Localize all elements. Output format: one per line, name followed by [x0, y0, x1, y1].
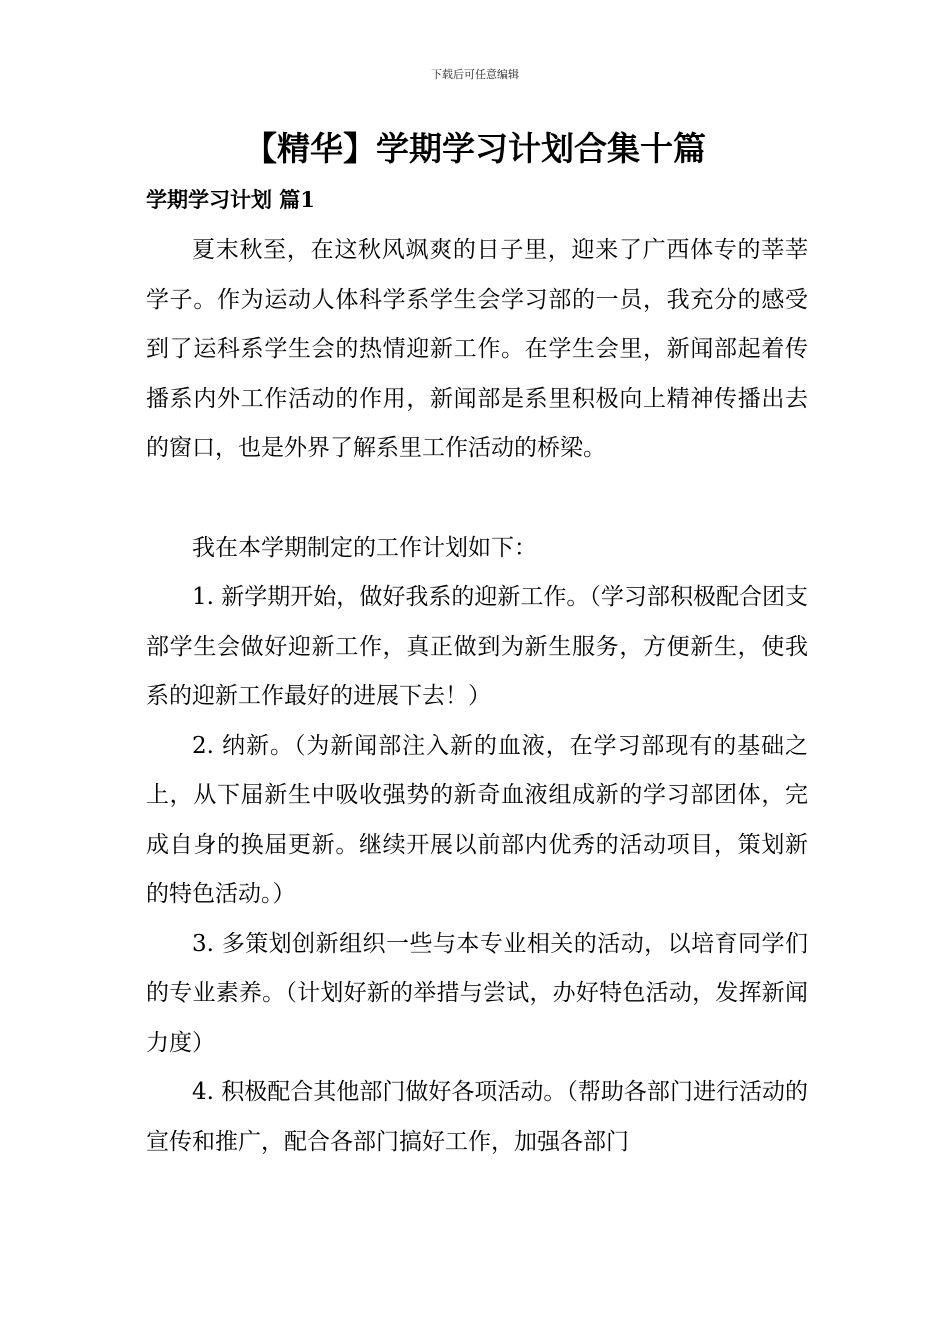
section-heading: 学期学习计划 篇1 [146, 187, 315, 212]
header-note: 下载后可任意编辑 [431, 68, 519, 81]
paragraph-gap [146, 474, 808, 524]
document-title: 【精华】学期学习计划合集十篇 [244, 129, 706, 168]
plan-item: 2. 纳新。（为新闻部注入新的血液，在学习部现有的基础之上，从下届新生中吸收强势的新奇血液组成新的学习部团体，完成自身的换届更新。继续开展以前部内优秀的活动项目，策划新的特色活动。） [146, 732, 808, 907]
plan-item: 4. 积极配合其他部门做好各项活动。（帮助各部门进行活动的宣传和推广，配合各部门搞好工作，加强各部门 [146, 1079, 808, 1155]
plan-item: 1. 新学期开始，做好我系的迎新工作。（学习部积极配合团支部学生会做好迎新工作，真正做到为新生服务，方便新生，使我系的迎新工作最好的进展下去！） [146, 584, 808, 709]
intro-paragraph: 夏末秋至，在这秋风飒爽的日子里，迎来了广西体专的莘莘学子。作为运动人体科学系学生会学习部的一员，我充分的感受到了运科系学生会的热情迎新工作。在学生会里，新闻部起着传播系内外工作活动的作用，新闻部是系里积极向上精神传播出去的窗口，也是外界了解系里工作活动的桥梁。 [146, 237, 808, 461]
document-body [146, 226, 808, 1167]
plan-item: 3. 多策划创新组织一些与本专业相关的活动，以培育同学们的专业素养。（计划好新的举措与尝试，办好特色活动，发挥新闻力度） [146, 930, 808, 1056]
plan-intro: 我在本学期制定的工作计划如下： [192, 534, 537, 561]
